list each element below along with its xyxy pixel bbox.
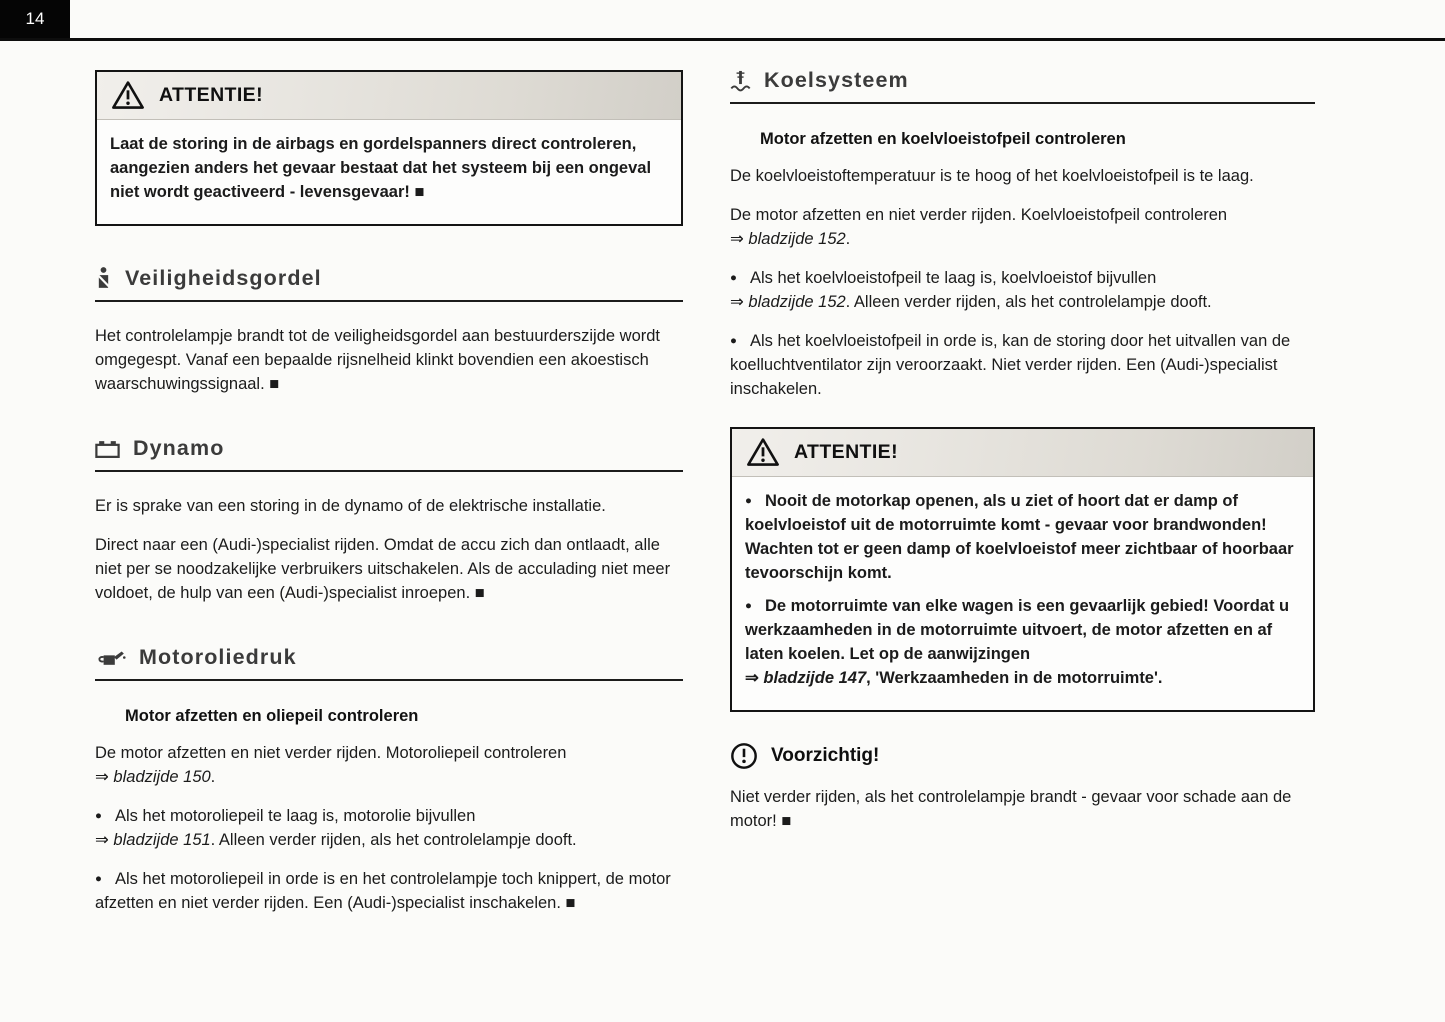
seatbelt-icon [95,266,112,291]
bullet-item [730,329,1315,401]
section-voorzichtig [730,742,1315,833]
arrow-glyph: ⇒ [95,831,114,849]
section-heading [95,645,683,681]
paragraph-text: De motor afzetten en niet verder rijden. Motoroliepeil controleren [95,744,567,762]
attention-title: ATTENTIE! [794,441,898,463]
section-title: Dynamo [133,436,225,460]
caution-heading [730,742,1315,770]
bullet-dot: ● [730,335,737,347]
exclamation-circle-icon [730,742,758,770]
bullet-text: Als het koelvloeistofpeil in orde is, kan de storing door het uitvallen van de koelluchtventilator zijn veroorzaakt. Niet verder rijden. Een (Audi-)specialist inschakelen. [730,332,1291,398]
paragraph [95,741,683,789]
bullet-text: Als het motoroliepeil in orde is en het controlelampje toch knippert, de motor afzetten en niet verder rijden. Een (Audi-)specialist inschakelen. ■ [95,870,671,912]
coolant-icon [730,69,751,93]
top-rule [0,38,1445,41]
bullet-text: , 'Werkzaamheden in de motorruimte'. [866,669,1163,687]
arrow-glyph: ⇒ [730,230,749,248]
subsection-title: Motor afzetten en koelvloeistofpeil controleren [760,130,1126,148]
section-title: Koelsysteem [764,68,909,92]
section-dynamo [95,436,683,605]
section-heading [95,436,683,472]
paragraph-text: De motor afzetten en niet verder rijden. Koelvloeistofpeil controleren [730,206,1228,224]
paragraph: Er is sprake van een storing in de dynamo of de elektrische installatie. [95,497,606,515]
right-column [730,60,1315,930]
attention-title: ATTENTIE! [159,84,263,106]
paragraph-text: . [845,230,851,248]
warning-triangle-icon [110,80,146,111]
attention-box-airbags [95,70,683,226]
bullet-item [95,867,683,915]
subsection-title: Motor afzetten en oliepeil controleren [125,707,419,725]
bullet-dot: ● [95,810,102,822]
paragraph: De koelvloeistoftemperatuur is te hoog of het koelvloeistofpeil is te laag. [730,167,1254,185]
section-title: Motoroliedruk [139,645,297,669]
paragraph: Het controlelampje brandt tot de veiligheidsgordel aan bestuurderszijde wordt omgegespt. Vanaf een bepaalde rijsnelheid klinkt bovendien een akoestisch waarschuwingssignaal. ■ [95,327,660,393]
paragraph: Niet verder rijden, als het controlelampje brandt - gevaar voor schade aan de motor! ■ [730,788,1292,830]
bullet-dot: ● [745,495,752,507]
bullet-item [745,489,1300,585]
attention-box-engine [730,427,1315,712]
section-veiligheidsgordel [95,266,683,396]
attention-body [732,477,1313,710]
page-reference: bladzijde 152 [748,230,846,248]
bullet-item [730,266,1315,314]
oil-can-icon [95,648,126,667]
arrow-glyph: ⇒ [95,768,114,786]
section-motoroliedruk [95,645,683,915]
left-column [95,60,683,930]
caution-title: Voorzichtig! [771,745,880,766]
attention-box-header [97,72,681,120]
bullet-dot: ● [745,600,752,612]
battery-icon [95,439,120,459]
page-number: 14 [0,0,70,38]
paragraph [730,203,1315,251]
bullet-item [95,804,683,852]
bullet-dot: ● [730,272,737,284]
page-reference: bladzijde 150 [113,768,211,786]
bullet-text: . Alleen verder rijden, als het controlelampje dooft. [210,831,577,849]
page-content [95,60,1315,930]
attention-body [97,120,681,224]
arrow-glyph: ⇒ [730,293,749,311]
paragraph-text: . [210,768,216,786]
attention-text: Laat de storing in de airbags en gordelspanners direct controleren, aangezien anders het gevaar bestaat dat het systeem bij een ongeval niet wordt geactiveerd - levensgevaar! ■ [110,135,652,201]
warning-triangle-icon [745,437,781,468]
bullet-text: Als het koelvloeistofpeil te laag is, koelvloeistof bijvullen [749,269,1157,287]
page-reference: bladzijde 147 [763,669,867,687]
bullet-text: De motorruimte van elke wagen is een gevaarlijk gebied! Voordat u werkzaamheden in de motorruimte uitvoert, de motor afzetten en af laten koelen. Let op de aanwijzingen [745,597,1290,663]
attention-box-header [732,429,1313,477]
section-heading [730,68,1315,104]
page-reference: bladzijde 152 [748,293,846,311]
arrow-glyph: ⇒ [745,669,764,687]
bullet-text: . Alleen verder rijden, als het controlelampje dooft. [845,293,1212,311]
paragraph: Direct naar een (Audi-)specialist rijden. Omdat de accu zich dan ontlaadt, alle niet per se noodzakelijke verbruikers uitschakelen. Als de acculading niet meer voldoet, de hulp van een (Audi-)specialist inroepen. ■ [95,536,671,602]
bullet-text: Nooit de motorkap openen, als u ziet of hoort dat er damp of koelvloeistof uit de motorruimte komt - gevaar voor brandwonden! Wachten tot er geen damp of koelvloeistof meer zichtbaar of hoorbaar tevoorschijn komt. [745,492,1294,582]
bullet-dot: ● [95,873,102,885]
page-reference: bladzijde 151 [113,831,211,849]
bullet-text: Als het motoroliepeil te laag is, motorolie bijvullen [114,807,476,825]
section-heading [95,266,683,302]
bullet-item [745,594,1300,690]
section-title: Veiligheidsgordel [125,266,322,290]
section-koelsysteem [730,68,1315,401]
